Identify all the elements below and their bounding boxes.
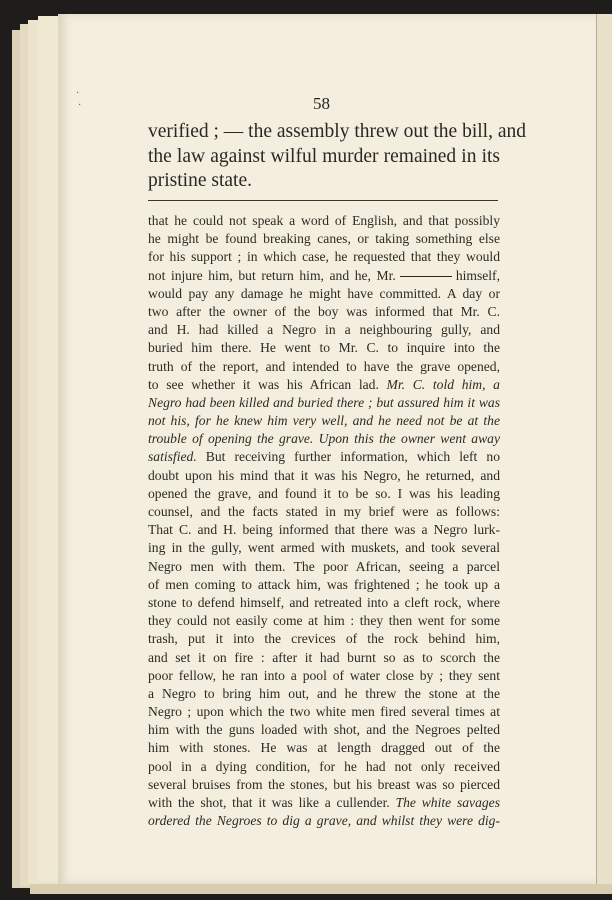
text-segment: and H. had killed a Negro in a neighbouring gully, and: [148, 322, 500, 338]
footnote-line: [148, 612, 500, 630]
italic-text: ordered the Negroes to dig a grave, and whilst they were dig-: [148, 813, 500, 829]
text-segment: truth of the report, and intended to have the grave opened,: [148, 358, 500, 374]
footnote-line: [148, 339, 500, 357]
footnote-line: [148, 539, 500, 557]
margin-mark: ·: [76, 88, 80, 99]
footnote-line: [148, 412, 500, 430]
text-segment: ing in the gully, went armed with muskets, and took several: [148, 540, 500, 556]
text-segment: opened the grave, and found it to be so. I was his leading: [148, 485, 500, 501]
italic-text: Negro had been killed and buried there ; but assured him it was: [148, 394, 500, 410]
name-blank-dash: [400, 276, 452, 277]
text-segment: that he could not speak a word of English, and that possibly: [148, 213, 500, 228]
text-segment: poor fellow, he ran into a pool of water close by ; they sent: [148, 667, 500, 683]
footnote-line: [148, 358, 500, 376]
footnote-rule: [148, 200, 498, 201]
footnote-line: [148, 230, 500, 248]
text-segment: not injure him, but return him, and he, Mr.: [148, 267, 396, 283]
footnote-line: [148, 776, 500, 794]
italic-text: trouble of opening the grave. Upon this the owner went away: [148, 431, 500, 447]
footnote-line: [148, 739, 500, 757]
text-segment: they could not easily come at him : they then went for some: [148, 613, 500, 629]
footnote-line: [148, 376, 500, 394]
footnote-line: [148, 321, 500, 339]
footnote-line: [148, 503, 500, 521]
footnote-line: [148, 758, 500, 776]
footnote-line: [148, 576, 500, 594]
main-text: [148, 120, 526, 194]
text-segment: counsel, and the facts stated in my brief were as follows:: [148, 504, 500, 519]
footnote-line: [148, 703, 500, 721]
footnote-line: [148, 812, 500, 830]
margin-mark: ·: [78, 100, 82, 111]
footnote-line: [148, 285, 500, 303]
footnote-line: [148, 794, 500, 812]
text-segment: him with stones. He was at length dragged out of the: [148, 740, 500, 756]
footnote-line: [148, 485, 500, 503]
text-segment: That C. and H. being informed that there was a Negro lurk-: [148, 522, 500, 538]
page-number: 58: [313, 94, 330, 113]
right-page-edge: [596, 14, 612, 884]
footnote-line: [148, 467, 500, 485]
main-text-line: verified ; — the assembly threw out the bill, and: [148, 121, 526, 142]
text-segment: Negro men with them. The poor African, seeing a parcel: [148, 558, 500, 574]
text-segment: two after the owner of the boy was informed that Mr. C.: [148, 303, 500, 319]
footnote-line: [148, 685, 500, 703]
footnote-line: [148, 394, 500, 412]
main-text-line: the law against wilful murder remained in its: [148, 145, 500, 167]
footnote-line: [148, 212, 500, 230]
footnote-line: [148, 303, 500, 321]
italic-text: Mr. C. told him, a: [386, 376, 500, 392]
text-segment: trash, put it into the crevices of the rock behind him,: [148, 631, 500, 647]
text-segment: himself,: [455, 267, 500, 283]
text-segment: and set it on fire : after it had burnt so as to scorch the: [148, 649, 500, 665]
text-segment: doubt upon his mind that it was his Negro, he returned, and: [148, 467, 500, 483]
text-segment: would pay any damage he might have committed. A day or: [148, 285, 500, 301]
footnote-line: [148, 667, 500, 685]
italic-text: satisfied.: [148, 449, 197, 465]
text-segment: buried him there. He went to Mr. C. to inquire into the: [148, 340, 500, 356]
text-segment: pool in a dying condition, for he had not only received: [148, 758, 500, 774]
footnote-line: [148, 558, 500, 576]
footnote-line: [148, 649, 500, 667]
text-segment: he might be found breaking canes, or taking something else: [148, 231, 500, 247]
bottom-page-edge: [30, 884, 612, 894]
text-segment: of men coming to attack him, was frightened ; he took up a: [148, 576, 500, 592]
text-segment: stone to defend himself, and retreated into a cleft rock, where: [148, 594, 500, 610]
text-segment: But receiving further information, which left no: [196, 449, 500, 465]
main-text-line: pristine state.: [148, 170, 252, 191]
footnote-line: [148, 448, 500, 466]
italic-text: not his, for he knew him very well, and he need not be at the: [148, 413, 500, 429]
text-segment: for his support ; in which case, he requested that they would: [148, 249, 500, 265]
text-segment: to see whether it was his African lad.: [148, 376, 387, 392]
footnote-line: [148, 267, 500, 285]
text-segment: a Negro to bring him out, and he threw the stone at the: [148, 685, 500, 701]
footnote-line: [148, 430, 500, 448]
text-segment: several bruises from the stones, but his breast was so pierced: [148, 776, 500, 792]
footnote-line: [148, 630, 500, 648]
text-segment: Negro ; upon which the two white men fired several times at: [148, 704, 500, 720]
footnote-line: [148, 594, 500, 612]
footnote-text: [148, 212, 500, 830]
text-segment: with the shot, that it was like a cullender.: [148, 795, 396, 810]
footnote-line: [148, 521, 500, 539]
footnote-line: [148, 248, 500, 266]
italic-text: The white savages: [395, 795, 500, 810]
footnote-line: [148, 721, 500, 739]
text-segment: him with the guns loaded with shot, and the Negroes pelted: [148, 722, 500, 738]
